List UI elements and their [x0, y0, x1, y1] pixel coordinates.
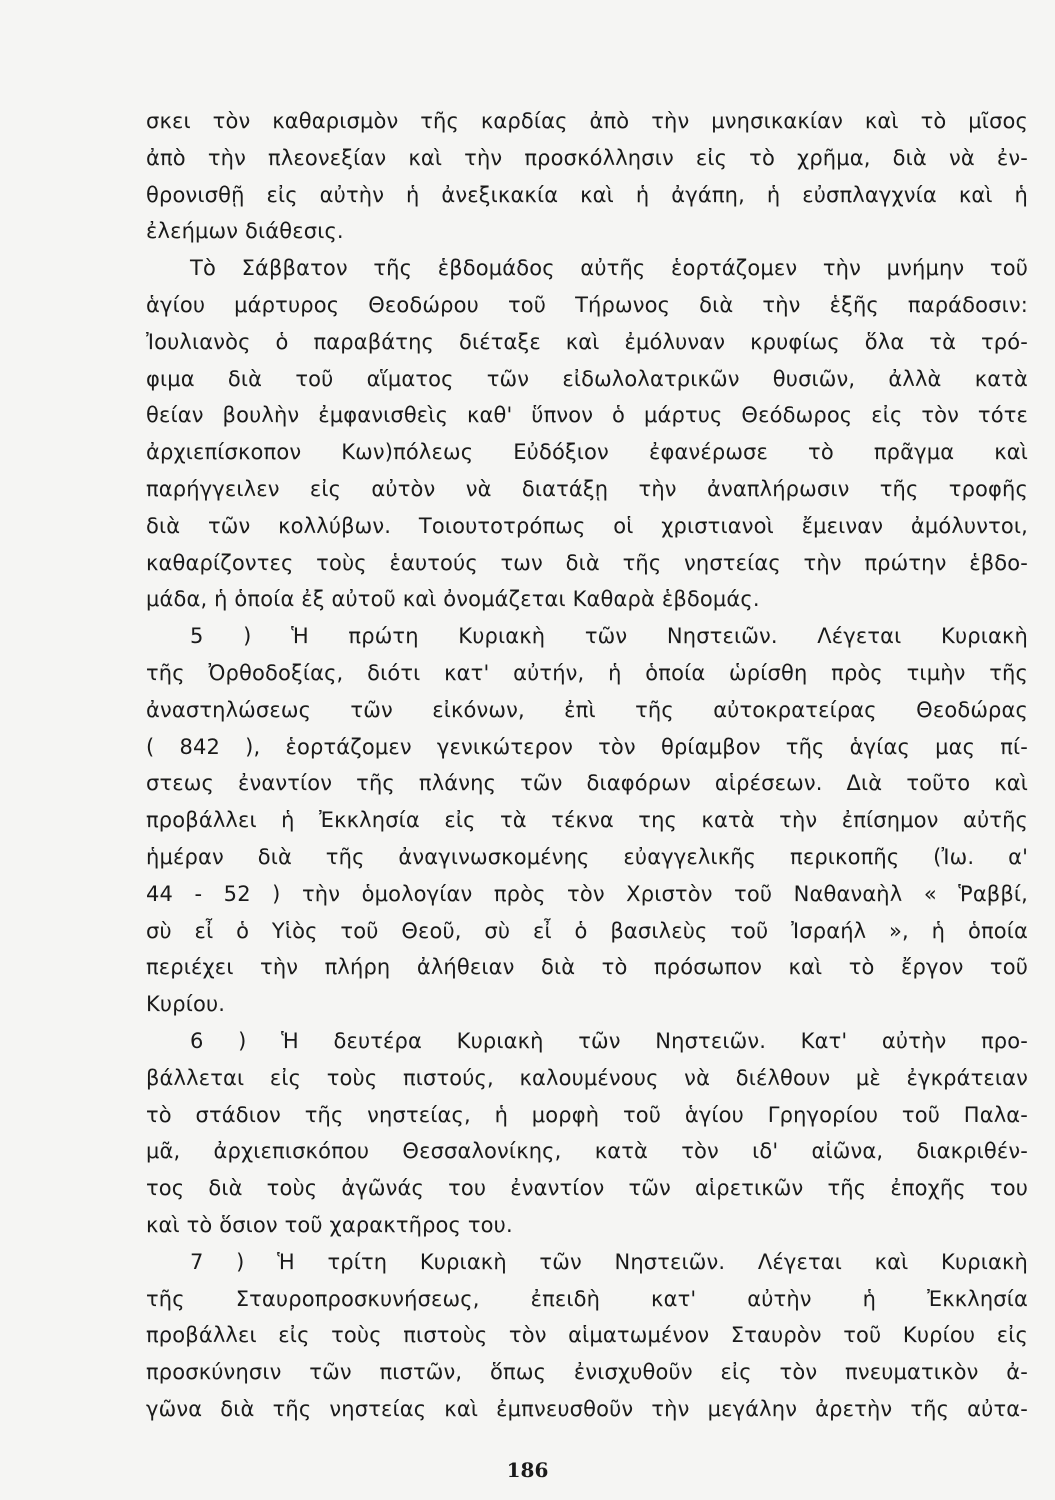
text-line: μᾶ, ἀρχιεπισκόπου Θεσσαλονίκης, κατὰ τὸν ιδ' αἰῶνα, διακριθέν- [146, 1139, 1028, 1164]
text-line: θρονισθῇ εἰς αὐτὴν ἡ ἀνεξικακία καὶ ἡ ἀγάπη, ἡ εὐσπλαγχνία καὶ ἡ [146, 182, 1028, 207]
text-line: γῶνα διὰ τῆς νηστείας καὶ ἐμπνευσθοῦν τὴν μεγάλην ἀρετὴν τῆς αὐτα- [146, 1396, 1028, 1421]
text-line: διὰ τῶν κολλύβων. Τοιουτοτρόπως οἱ χριστιανοὶ ἔμειναν ἀμόλυντοι, [146, 513, 1028, 538]
text-line: ἀναστηλώσεως τῶν εἰκόνων, ἐπὶ τῆς αὐτοκρατείρας Θεοδώρας [146, 697, 1028, 722]
page-number: 186 [506, 1458, 549, 1482]
section-heading-line: 5 ) Ἡ πρώτη Κυριακὴ τῶν Νηστειῶν. Λέγεται Κυριακὴ [190, 624, 1028, 649]
text-line: ἐλεήμων διάθεσις. [146, 219, 344, 244]
text-line: τὸ στάδιον τῆς νηστείας, ἡ μορφὴ τοῦ ἁγίου Γρηγορίου τοῦ Παλα- [146, 1102, 1028, 1127]
text-line: τῆς Ὀρθοδοξίας, διότι κατ' αὐτήν, ἡ ὁποία ὡρίσθη πρὸς τιμὴν τῆς [146, 660, 1028, 685]
text-line: μάδα, ἡ ὁποία ἐξ αὐτοῦ καὶ ὀνομάζεται Καθαρὰ ἑβδομάς. [146, 587, 760, 612]
text-line: ἁγίου μάρτυρος Θεοδώρου τοῦ Τήρωνος διὰ τὴν ἑξῆς παράδοσιν: [146, 292, 1028, 317]
text-line: φιμα διὰ τοῦ αἵματος τῶν εἰδωλολατρικῶν θυσιῶν, ἀλλὰ κατὰ [146, 366, 1028, 391]
text-line: ( 842 ), ἑορτάζομεν γενικώτερον τὸν θρίαμβον τῆς ἁγίας μας πί- [146, 734, 1028, 759]
section-heading-line: 6 ) Ἡ δευτέρα Κυριακὴ τῶν Νηστειῶν. Κατ' αὐτὴν προ- [190, 1028, 1028, 1053]
text-line: σὺ εἶ ὁ Υἱὸς τοῦ Θεοῦ, σὺ εἶ ὁ βασιλεὺς τοῦ Ἰσραήλ », ἡ ὁποία [146, 918, 1028, 943]
text-line: βάλλεται εἰς τοὺς πιστούς, καλουμένους νὰ διέλθουν μὲ ἐγκράτειαν [146, 1065, 1028, 1090]
text-line: Ἰουλιανὸς ὁ παραβάτης διέταξε καὶ ἐμόλυναν κρυφίως ὅλα τὰ τρό- [146, 329, 1028, 354]
text-line: Τὸ Σάββατον τῆς ἑβδομάδος αὐτῆς ἑορτάζομεν τὴν μνήμην τοῦ [190, 256, 1028, 281]
text-line: ἡμέραν διὰ τῆς ἀναγινωσκομένης εὐαγγελικῆς περικοπῆς (Ἰω. α' [146, 844, 1028, 869]
text-line: προσκύνησιν τῶν πιστῶν, ὅπως ἐνισχυθοῦν εἰς τὸν πνευματικὸν ἀ- [146, 1360, 1028, 1385]
text-line: τος διὰ τοὺς ἀγῶνάς του ἐναντίον τῶν αἱρετικῶν τῆς ἐποχῆς του [146, 1176, 1028, 1201]
text-line: καὶ τὸ ὅσιον τοῦ χαρακτῆρος του. [146, 1212, 513, 1237]
text-line: σκει τὸν καθαρισμὸν τῆς καρδίας ἀπὸ τὴν μνησικακίαν καὶ τὸ μῖσος [146, 109, 1028, 133]
text-line: θείαν βουλὴν ἐμφανισθεὶς καθ' ὕπνον ὁ μάρτυς Θεόδωρος εἰς τὸν τότε [146, 403, 1028, 428]
text-line: στεως ἐναντίον τῆς πλάνης τῶν διαφόρων αἱρέσεων. Διὰ τοῦτο καὶ [146, 771, 1028, 796]
section-heading-line: 7 ) Ἡ τρίτη Κυριακὴ τῶν Νηστειῶν. Λέγεται καὶ Κυριακὴ [190, 1249, 1028, 1274]
body-text [146, 103, 1028, 1428]
text-line: τῆς Σταυροπροσκυνήσεως, ἐπειδὴ κατ' αὐτὴν ἡ Ἐκκλησία [146, 1286, 1028, 1311]
text-line: 44 - 52 ) τὴν ὁμολογίαν πρὸς τὸν Χριστὸν τοῦ Ναθαναὴλ « Ῥαββί, [146, 881, 1028, 906]
text-line: ἀπὸ τὴν πλεονεξίαν καὶ τὴν προσκόλλησιν εἰς τὸ χρῆμα, διὰ νὰ ἐν- [146, 145, 1028, 170]
text-line: καθαρίζοντες τοὺς ἑαυτούς των διὰ τῆς νηστείας τὴν πρώτην ἑβδο- [146, 550, 1028, 575]
text-line: προβάλλει ἡ Ἐκκλησία εἰς τὰ τέκνα της κατὰ τὴν ἐπίσημον αὐτῆς [146, 808, 1028, 833]
text-line: ἀρχιεπίσκοπον Κων)πόλεως Εὐδόξιον ἐφανέρωσε τὸ πρᾶγμα καὶ [146, 440, 1028, 465]
text-line: προβάλλει εἰς τοὺς πιστοὺς τὸν αἱματωμένον Σταυρὸν τοῦ Κυρίου εἰς [146, 1323, 1028, 1348]
text-line: περιέχει τὴν πλήρη ἀλήθειαν διὰ τὸ πρόσωπον καὶ τὸ ἔργον τοῦ [146, 955, 1028, 980]
text-line: Κυρίου. [146, 992, 226, 1017]
text-line: παρήγγειλεν εἰς αὐτὸν νὰ διατάξῃ τὴν ἀναπλήρωσιν τῆς τροφῆς [146, 476, 1028, 501]
